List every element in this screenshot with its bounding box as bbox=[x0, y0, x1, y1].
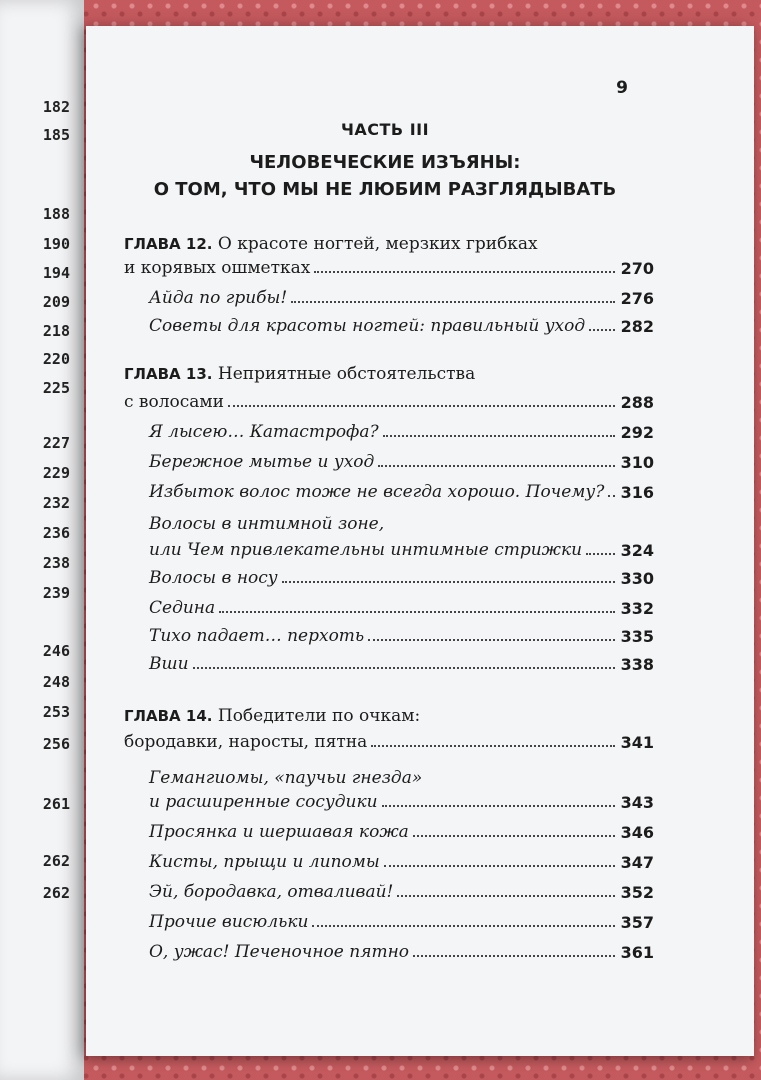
page-ref: 361 bbox=[620, 943, 654, 962]
leader-dots bbox=[383, 435, 615, 437]
toc-entry-section[interactable] bbox=[124, 654, 654, 674]
page-ref: 341 bbox=[620, 733, 654, 752]
leader-dots bbox=[397, 895, 614, 897]
section-title-line: Волосы в интимной зоне, bbox=[149, 514, 385, 534]
leader-dots bbox=[219, 611, 614, 613]
previous-page-number: 248 bbox=[42, 673, 70, 691]
leader-dots bbox=[378, 465, 614, 467]
previous-page-number: 232 bbox=[42, 494, 70, 512]
section-title: Я лысею… Катастрофа? bbox=[149, 422, 379, 442]
previous-page-number: 225 bbox=[42, 379, 70, 397]
page-ref: 316 bbox=[620, 483, 654, 502]
section-title: Кисты, прыщи и липомы bbox=[149, 852, 380, 872]
leader-dots bbox=[586, 553, 615, 555]
previous-page-number: 227 bbox=[42, 434, 70, 452]
page-ref: 292 bbox=[620, 423, 654, 442]
section-title: Избыток волос тоже не всегда хорошо. Почему? bbox=[149, 482, 605, 502]
section-title: Прочие висюльки bbox=[149, 912, 309, 932]
chapter-title: и корявых ошметках bbox=[124, 258, 311, 278]
leader-dots bbox=[193, 667, 615, 669]
toc-entry-section[interactable] bbox=[124, 942, 654, 962]
previous-page-number: 261 bbox=[42, 795, 70, 813]
toc-entry-section[interactable] bbox=[124, 568, 654, 588]
previous-page bbox=[0, 0, 84, 1080]
page-ref: 338 bbox=[620, 655, 654, 674]
chapter-title: с волосами bbox=[124, 392, 224, 412]
section-title: Просянка и шершавая кожа bbox=[149, 822, 409, 842]
part-heading bbox=[146, 120, 624, 203]
page-ref: 310 bbox=[620, 453, 654, 472]
page-ref: 332 bbox=[620, 599, 654, 618]
toc-entry-chapter-14[interactable] bbox=[124, 732, 654, 752]
previous-page-number: 238 bbox=[42, 554, 70, 572]
previous-page-number: 253 bbox=[42, 703, 70, 721]
toc-entry-section[interactable] bbox=[124, 422, 654, 442]
previous-page-number: 190 bbox=[42, 235, 70, 253]
section-title: Айда по грибы! bbox=[149, 288, 288, 308]
part-title-line: ЧЕЛОВЕЧЕСКИЕ ИЗЪЯНЫ: bbox=[249, 152, 521, 173]
chapter-label: ГЛАВА 13. bbox=[124, 365, 213, 383]
previous-page-number: 185 bbox=[42, 126, 70, 144]
toc-entry-section[interactable] bbox=[124, 316, 654, 336]
chapter-title: Победители по очкам: bbox=[217, 706, 421, 726]
leader-dots bbox=[312, 925, 614, 927]
section-title: Эй, бородавка, отваливай! bbox=[149, 882, 394, 902]
toc-entry-chapter-13[interactable] bbox=[124, 392, 654, 412]
leader-dots bbox=[384, 865, 615, 867]
chapter-label: ГЛАВА 14. bbox=[124, 707, 213, 725]
toc-entry-section[interactable] bbox=[124, 452, 654, 472]
previous-page-number: 262 bbox=[42, 852, 70, 870]
previous-page-number: 239 bbox=[42, 584, 70, 602]
toc-entry-section[interactable] bbox=[124, 288, 654, 308]
previous-page-number: 218 bbox=[42, 322, 70, 340]
section-title: или Чем привлекательны интимные стрижки bbox=[149, 540, 583, 560]
section-title: и расширенные сосудики bbox=[149, 792, 378, 812]
leader-dots bbox=[589, 329, 614, 331]
page-ref: 343 bbox=[620, 793, 654, 812]
leader-dots bbox=[282, 581, 615, 583]
toc-entry-section[interactable] bbox=[124, 482, 654, 502]
page-number: 9 bbox=[616, 78, 628, 98]
leader-dots bbox=[413, 835, 615, 837]
toc-entry-section[interactable] bbox=[124, 540, 654, 560]
toc-entry-section[interactable] bbox=[124, 598, 654, 618]
chapter-title-line bbox=[124, 234, 538, 254]
previous-page-number: 209 bbox=[42, 293, 70, 311]
leader-dots bbox=[413, 955, 615, 957]
toc-entry-section[interactable] bbox=[124, 822, 654, 842]
section-title: Вши bbox=[149, 654, 189, 674]
page-ref: 352 bbox=[620, 883, 654, 902]
page-ref: 276 bbox=[620, 289, 654, 308]
toc-entry-section[interactable] bbox=[124, 626, 654, 646]
previous-page-number: 194 bbox=[42, 264, 70, 282]
toc-entry-section[interactable] bbox=[124, 792, 654, 812]
part-label: ЧАСТЬ III bbox=[340, 120, 430, 139]
page-ref: 347 bbox=[620, 853, 654, 872]
page-ref: 288 bbox=[620, 393, 654, 412]
leader-dots bbox=[228, 405, 615, 407]
previous-page-number: 262 bbox=[42, 884, 70, 902]
toc-entry-chapter-12[interactable] bbox=[124, 258, 654, 278]
leader-dots bbox=[382, 805, 615, 807]
section-title-line: Гемангиомы, «паучьи гнезда» bbox=[149, 768, 423, 788]
page-ref: 357 bbox=[620, 913, 654, 932]
page-ref: 270 bbox=[620, 259, 654, 278]
leader-dots bbox=[291, 301, 614, 303]
toc-entry-section[interactable] bbox=[124, 852, 654, 872]
page-ref: 335 bbox=[620, 627, 654, 646]
page-ref: 282 bbox=[620, 317, 654, 336]
previous-page-number: 246 bbox=[42, 642, 70, 660]
section-title: Седина bbox=[149, 598, 216, 618]
chapter-title: бородавки, наросты, пятна bbox=[124, 732, 368, 752]
toc-entry-section[interactable] bbox=[124, 912, 654, 932]
page-ref: 346 bbox=[620, 823, 654, 842]
previous-page-number: 236 bbox=[42, 524, 70, 542]
previous-page-number: 229 bbox=[42, 464, 70, 482]
chapter-title: Неприятные обстоятельства bbox=[217, 364, 476, 384]
table-of-contents-page bbox=[86, 26, 754, 1056]
page-ref: 330 bbox=[620, 569, 654, 588]
part-title-line: О ТОМ, ЧТО МЫ НЕ ЛЮБИМ РАЗГЛЯДЫВАТЬ bbox=[153, 179, 617, 200]
chapter-title-line bbox=[124, 364, 475, 384]
section-title: Советы для красоты ногтей: правильный уход bbox=[149, 316, 586, 336]
page-ref: 324 bbox=[620, 541, 654, 560]
previous-page-number: 182 bbox=[42, 98, 70, 116]
chapter-title-line bbox=[124, 706, 420, 726]
section-title: О, ужас! Печеночное пятно bbox=[149, 942, 410, 962]
previous-page-number: 220 bbox=[42, 350, 70, 368]
previous-page-number: 256 bbox=[42, 735, 70, 753]
chapter-title: О красоте ногтей, мерзких грибках bbox=[217, 234, 538, 254]
previous-page-number: 188 bbox=[42, 205, 70, 223]
section-title: Бережное мытье и уход bbox=[149, 452, 375, 472]
leader-dots bbox=[368, 639, 614, 641]
leader-dots bbox=[608, 495, 614, 497]
toc-entry-section[interactable] bbox=[124, 882, 654, 902]
leader-dots bbox=[371, 745, 614, 747]
leader-dots bbox=[314, 271, 614, 273]
section-title: Тихо падает… перхоть bbox=[149, 626, 365, 646]
chapter-label: ГЛАВА 12. bbox=[124, 235, 213, 253]
section-title: Волосы в носу bbox=[149, 568, 278, 588]
